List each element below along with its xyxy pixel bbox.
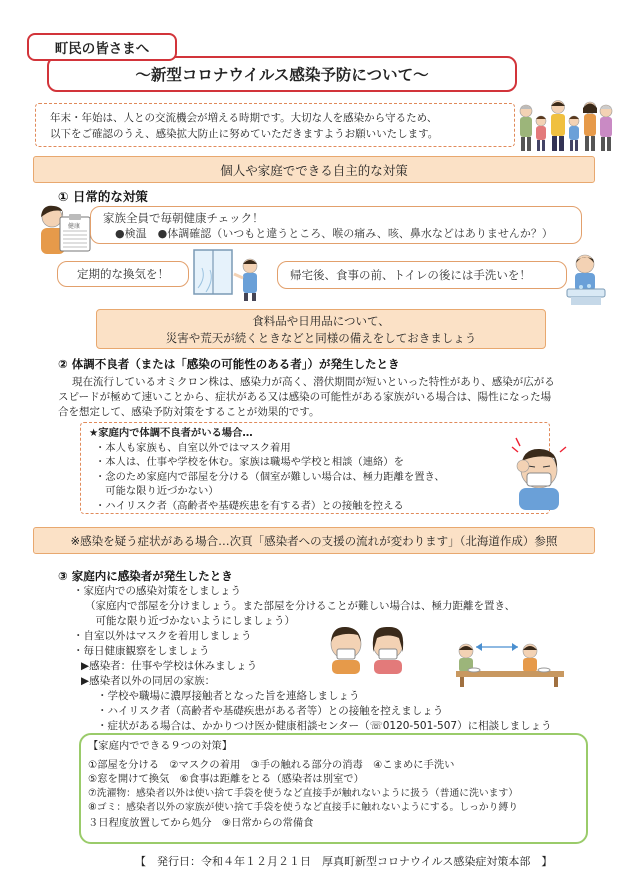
family-illustration	[516, 97, 616, 153]
section3-heading: ③ 家庭内に感染者が発生したとき	[58, 569, 233, 583]
handwashing-child-icon	[563, 251, 611, 307]
sick-family-item: ・本人も家族も、自室以外ではマスク着用	[95, 441, 291, 454]
nine-measures-line: ３日程度放置してから処分 ⑨日常からの常備食	[88, 816, 314, 829]
symptom-notice-band: ※感染を疑う症状がある場合…次頁「感染者への支援の流れが変わります」（北海道作成）参照	[33, 527, 595, 554]
nine-measures-line: ⑤窓を開けて換気 ⑥食事は距離をとる（感染者は別室で）	[88, 773, 364, 785]
section2-heading: ② 体調不良者（または「感染の可能性のある者」）が発生したとき	[58, 357, 400, 371]
section2-para-line-3: 合を想定して、感染予防対策をすることが効果的です。	[58, 406, 320, 418]
issue-footer: 【 発行日：令和４年１２月２１日 厚真町新型コロナウイルス感染症対策本部 】	[135, 855, 553, 868]
self-measures-band: 個人や家庭でできる自主的な対策	[33, 156, 595, 183]
section1-heading: ① 日常的な対策	[58, 189, 148, 204]
masked-children-icon	[326, 622, 410, 674]
distanced-meal-icon	[454, 633, 566, 689]
nine-measures-title: 【家庭内でできる９つの対策】	[88, 740, 233, 752]
intro-line-1: 年末・年始は、人との交流機会が増える時期です。大切な人を感染から守るため、	[50, 112, 438, 124]
section3-item: （家庭内で部屋を分けましょう。また部屋を分けることが難しい場合は、極力距離を置き、	[85, 600, 516, 612]
ventilation-bubble: 定期的な換気を！	[57, 261, 189, 287]
section3-item: ▶感染者以外の同居の家族：	[81, 675, 216, 687]
health-check-person-icon	[38, 203, 94, 255]
section3-item: ・家庭内での感染対策をしましょう	[73, 585, 241, 597]
nine-measures-line: ⑦洗濯物：感染者以外は使い捨て手袋を使うなど直接手が触れないように扱う（普通に洗います）	[88, 787, 519, 799]
health-check-title: 家族全員で毎朝健康チェック！	[103, 211, 264, 225]
supplies-line-2: 災害や荒天が続くときなどと同様の備えをしておきましょう	[165, 331, 477, 345]
supplies-line-1: 食料品や日用品について、	[252, 314, 390, 328]
nine-measures-line: ①部屋を分ける ②マスクの着用 ③手の触れる部分の消毒 ④こまめに手洗い	[88, 758, 455, 771]
sick-family-item: 可能な限り近づかない）	[95, 485, 219, 497]
nine-measures-box	[79, 733, 588, 844]
sick-family-item: ・本人は、仕事や学校を休む。家族は職場や学校と相談（連絡）を	[95, 456, 404, 468]
section3-item: ・毎日健康観察をしましょう	[73, 645, 210, 657]
section3-item: ・自室以外はマスクを着用しましょう	[73, 630, 252, 642]
sick-family-item: ・念のため家庭内で部屋を分ける（個室が難しい場合は、極力距離を置き、	[95, 470, 445, 483]
clipboard-label: 健康	[68, 223, 81, 230]
section2-para-line-1: 現在流行しているオミクロン株は、感染力が高く、潜伏期間が短いといった特性があり、感染が広がる	[72, 376, 555, 388]
handwash-bubble: 帰宅後、食事の前、トイレの後には手洗いを！	[277, 261, 567, 289]
intro-box	[35, 103, 515, 147]
section3-item: ・ハイリスク者（高齢者や基礎疾患がある者等）との接触を控えましょう	[97, 705, 444, 717]
section2-para-line-2: スピードが極めて速いことから、症状がある又は感染の可能性がある家族がいる場合は、陽性になった場	[58, 391, 552, 403]
section2-paragraph	[58, 375, 598, 420]
section3-item: ・学校や職場に濃厚接触者となった旨を連絡しましょう	[97, 690, 360, 702]
health-check-detail: ●検温 ●体調確認（いつもと違うところ、喉の痛み、咳、鼻水などはありませんか？）	[115, 227, 553, 240]
supplies-box	[96, 309, 546, 349]
section3-item: ・症状がある場合は、かかりつけ医か健康相談センター（☏0120-501-507）に相談しましょう	[97, 720, 552, 732]
page-title: ～新型コロナウイルス感染予防について～	[47, 56, 517, 92]
section3-item: ▶感染者：仕事や学校は休みましょう	[81, 660, 258, 672]
health-check-bubble	[90, 206, 582, 244]
sick-family-title: ★家庭内で体調不良者がいる場合…	[89, 427, 253, 439]
nine-measures-line: ⑧ゴミ：感染者以外の家族が使い捨て手袋を使うなど直接手に触れないようにする。しっかり縛り	[88, 802, 519, 813]
intro-line-2: 以下をご確認のうえ、感染拡大防止に努めていただきますようお願いいたします。	[50, 128, 439, 140]
sick-person-icon	[510, 436, 568, 510]
window-ventilation-icon	[192, 248, 266, 302]
sick-family-box	[80, 422, 550, 514]
section3-item: 可能な限り近づかないようにしましょう）	[85, 615, 295, 627]
sick-family-item: ・ハイリスク者（高齢者や基礎疾患を有する者）との接触を控える	[95, 499, 404, 512]
addressee-label: 町民の皆さまへ	[27, 33, 177, 61]
